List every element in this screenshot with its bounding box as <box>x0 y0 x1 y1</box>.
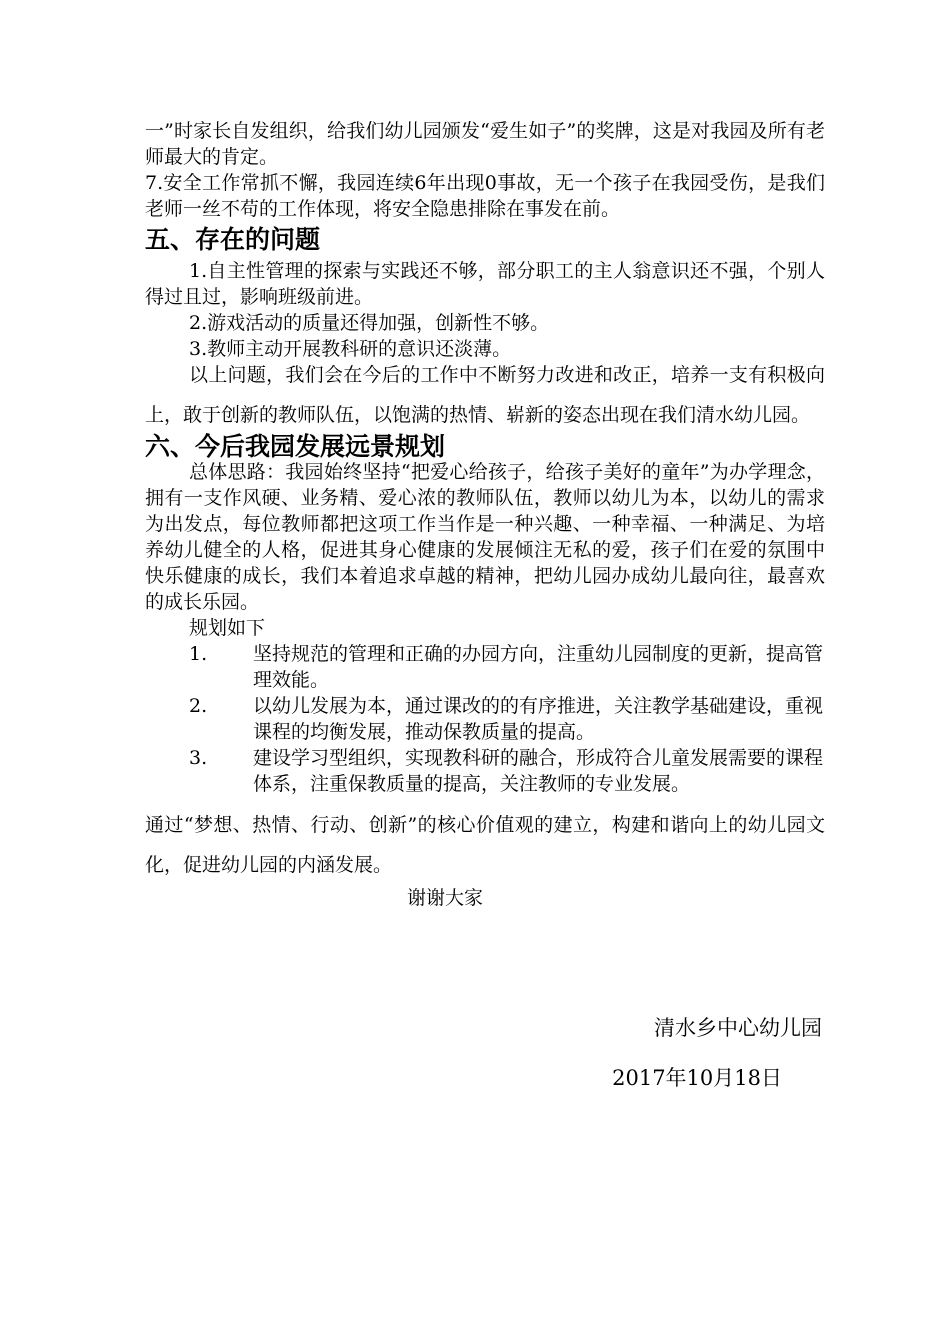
intro-paragraph-2: 7.安全工作常抓不懈，我园连续6年出现0事故，无一个孩子在我园受伤，是我们老师一丝不苟的工作体现，将安全隐患排除在事发在前。 <box>145 172 825 220</box>
signature-date: 2017年10月18日 <box>612 1066 782 1090</box>
plan-item <box>145 641 825 693</box>
thanks-line: 谢谢大家 <box>407 887 484 909</box>
section-5-title: 五、存在的问题 <box>145 225 321 254</box>
plan-list <box>145 641 825 797</box>
plan-text: 以幼儿发展为本，通过课改的的有序推进，关注教学基础建设，重视课程的均衡发展，推动保教质量的提高。 <box>253 695 824 743</box>
plan-number: 2. <box>189 695 208 717</box>
section-6-title: 六、今后我园发展远景规划 <box>145 432 446 461</box>
problem-item-3: 3.教师主动开展教科研的意识还淡薄。 <box>189 338 512 360</box>
plan-text: 建设学习型组织，实现教科研的融合，形成符合儿童发展需要的课程体系，注重保教质量的提高，关注教师的专业发展。 <box>253 747 824 795</box>
problem-closing: 以上问题，我们会在今后的工作中不断努力改进和改正，培养一支有积极向上，敢于创新的教师队伍，以饱满的热情、崭新的姿态出现在我们清水幼儿园。 <box>145 364 825 426</box>
signature-org: 清水乡中心幼儿园 <box>654 1016 822 1040</box>
plan-text: 坚持规范的管理和正确的办园方向，注重幼儿园制度的更新，提高管理效能。 <box>253 643 824 691</box>
overview-paragraph: 总体思路：我园始终坚持“把爱心给孩子，给孩子美好的童年”为办学理念，拥有一支作风硬、业务精、爱心浓的教师队伍，教师以幼儿为本，以幼儿的需求为出发点，每位教师都把这项工作当作是一种兴趣、一种幸福、一种满足、为培养幼儿健全的人格，促进其身心健康的发展倾注无私的爱，孩子们在爱的氛围中快乐健康的成长，我们本着追求卓越的精神，把幼儿园办成幼儿最向往，最喜欢的成长乐园。 <box>145 461 825 613</box>
conclusion-paragraph: 通过“梦想、热情、行动、创新”的核心价值观的建立，构建和谐向上的幼儿园文化，促进幼儿园的内涵发展。 <box>145 814 825 876</box>
intro-paragraph-1: 一”时家长自发组织，给我们幼儿园颁发“爱生如子”的奖牌，这是对我园及所有老师最大的肯定。 <box>145 120 825 168</box>
plan-number: 3. <box>189 747 208 769</box>
problem-item-1: 1.自主性管理的探索与实践还不够，部分职工的主人翁意识还不强，个别人得过且过，影响班级前进。 <box>145 260 825 308</box>
plan-label: 规划如下 <box>189 617 266 639</box>
document-body <box>145 118 825 911</box>
problem-item-2: 2.游戏活动的质量还得加强，创新性不够。 <box>189 312 550 334</box>
plan-item <box>145 693 825 745</box>
plan-item <box>145 745 825 797</box>
plan-number: 1. <box>189 643 208 665</box>
